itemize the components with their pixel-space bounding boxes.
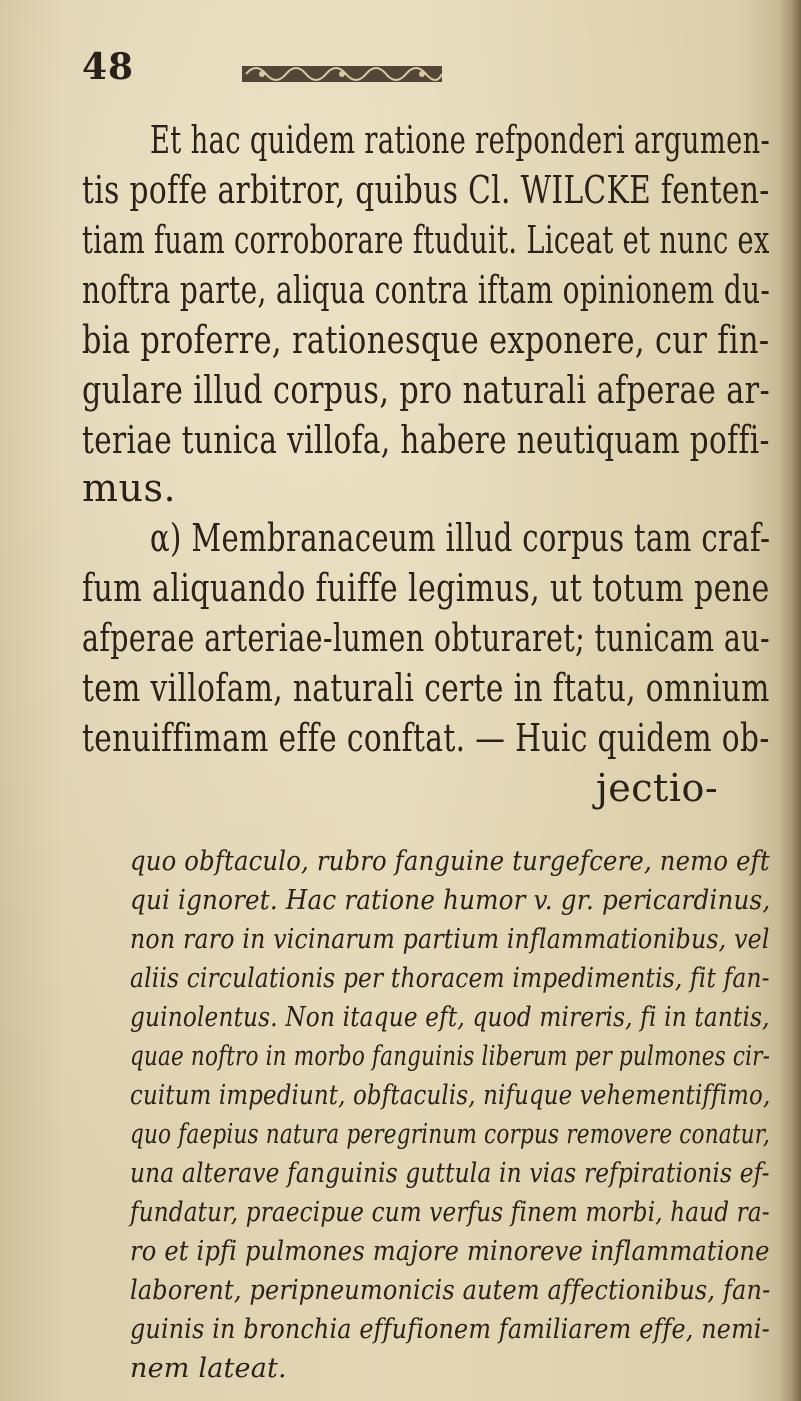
text-line: laborent, peripneumonicis autem affectionibus, fan- bbox=[130, 1275, 771, 1306]
text-line: guinis in bronchia effufionem familiarem effe, nemi- bbox=[130, 1314, 770, 1345]
text-line: Et hac quidem ratione refponderi argumen- bbox=[150, 118, 771, 162]
text-line: mus. bbox=[82, 466, 177, 510]
text-line: tem villofam, naturali certe in ftatu, omnium bbox=[82, 666, 770, 710]
page-header bbox=[82, 40, 722, 100]
text-line: teriae tunica villofa, habere neutiquam poffi- bbox=[82, 418, 770, 462]
catchword: jectio- bbox=[596, 766, 719, 810]
text-line: tiam fuam corroborare ftuduit. Liceat et nunc ex bbox=[82, 218, 770, 262]
text-line: α) Membranaceum illud corpus tam craf- bbox=[150, 516, 771, 560]
text-line: quo faepius natura peregrinum corpus removere conatur, bbox=[130, 1119, 770, 1150]
page-gutter-shadow bbox=[779, 0, 801, 1401]
text-line: gulare illud corpus, pro naturali afperae ar- bbox=[82, 368, 771, 412]
text-line: fundatur, praecipue cum verfus finem morbi, haud ra- bbox=[130, 1197, 770, 1228]
text-line: tenuiffimam effe conftat. — Huic quidem ob- bbox=[82, 716, 770, 760]
text-line: quae noftro in morbo fanguinis liberum per pulmones cir- bbox=[130, 1041, 771, 1072]
text-line: cuitum impediunt, obftaculis, nifuque vehementiffimo, bbox=[130, 1080, 771, 1111]
text-line: afperae arteriae-lumen obturaret; tunicam au- bbox=[82, 616, 771, 660]
text-line: tis poffe arbitror, quibus Cl. WILCKE fenten- bbox=[82, 168, 770, 212]
decorative-band-icon bbox=[242, 58, 442, 90]
text-line: una alterave fanguinis guttula in vias refpirationis ef- bbox=[130, 1158, 770, 1189]
text-line: fum aliquando fuiffe legimus, ut totum pene bbox=[82, 566, 770, 610]
text-line: quo obftaculo, rubro fanguine turgefcere, nemo eft bbox=[130, 846, 770, 877]
text-line: noftra parte, aliqua contra iftam opinionem du- bbox=[82, 268, 771, 312]
text-line: bia proferre, rationesque exponere, cur fin- bbox=[82, 318, 770, 362]
final-line: nem lateat. bbox=[130, 1353, 287, 1384]
text-line: guinolentus. Non itaque eft, quod mireris, fi in tantis, bbox=[130, 1002, 770, 1033]
text-line: non raro in vicinarum partium inflammationibus, vel bbox=[130, 924, 770, 955]
text-line: aliis circulationis per thoracem impedimentis, fit fan- bbox=[130, 963, 770, 994]
text-line: qui ignoret. Hac ratione humor v. gr. pericardinus, bbox=[130, 885, 771, 916]
page-number: 48 bbox=[82, 46, 135, 88]
text-line: ro et ipfi pulmones majore minoreve inflammatione bbox=[130, 1236, 770, 1267]
